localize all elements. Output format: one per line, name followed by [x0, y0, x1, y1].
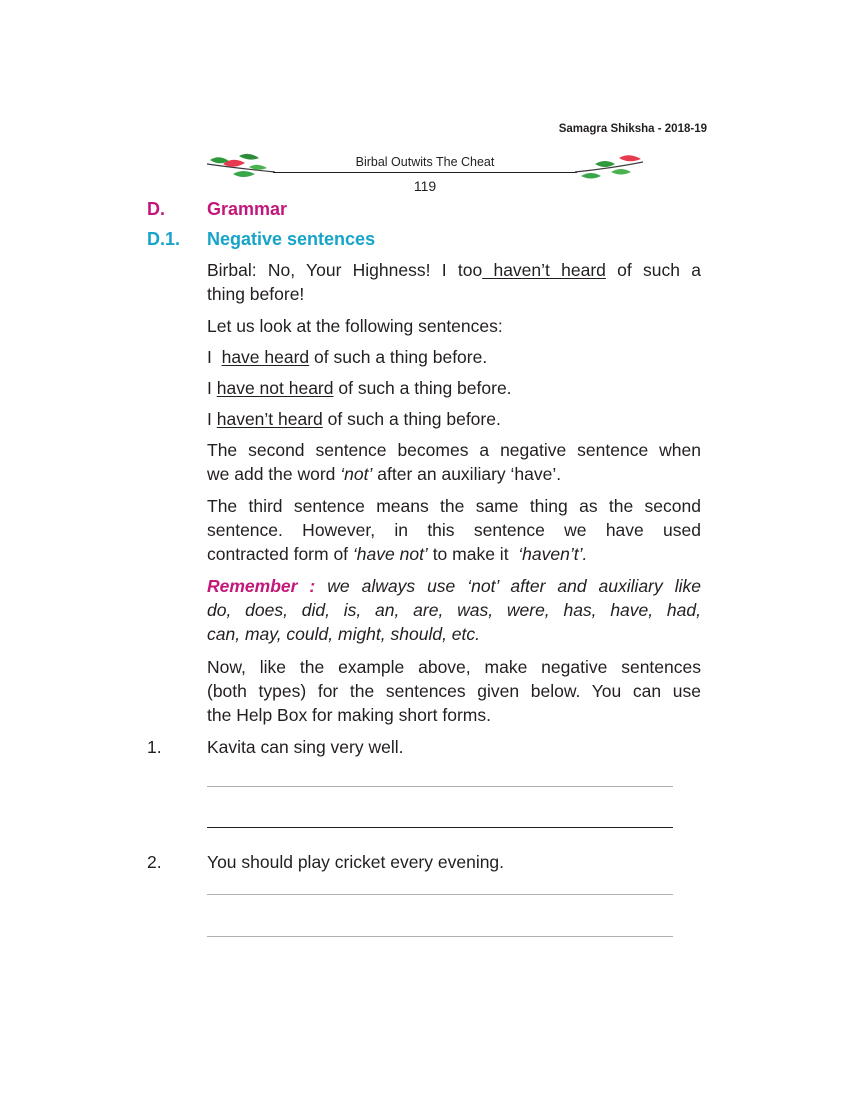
para3-italic1: ‘have not’ — [352, 544, 428, 564]
para3-l3b: to make it — [427, 544, 519, 564]
ex2-prefix: I — [207, 378, 217, 398]
instructions-line3: the Help Box for making short forms. — [207, 705, 491, 725]
subsection-heading-negative-sentences — [147, 229, 375, 250]
section-number: D. — [147, 199, 165, 219]
page-number: 119 — [413, 178, 437, 194]
remember-line2: do, does, did, is, an, are, was, were, has, have, had, — [207, 600, 701, 620]
intro-line — [207, 314, 701, 338]
para3-line1: The third sentence means the same thing as the second — [207, 496, 701, 516]
ex3-underlined: haven’t heard — [216, 409, 323, 429]
para2-l2b: after an auxiliary ‘have’. — [372, 464, 562, 484]
para2-l2a: we add the word — [207, 464, 341, 484]
ex3-suffix: of such a thing before. — [322, 409, 501, 429]
section-heading-grammar — [147, 199, 287, 220]
para3-italic2: ‘haven’t’. — [518, 544, 588, 564]
second-sentence-explanation — [207, 438, 701, 486]
answer-line-2b[interactable] — [207, 936, 673, 937]
remember-line3: can, may, could, might, should, etc. — [207, 624, 481, 644]
para2-line1: The second sentence becomes a negative sentence when — [207, 440, 701, 460]
ex1-suffix: of such a thing before. — [309, 347, 488, 367]
intro-text: Let us look at the following sentences: — [207, 316, 503, 336]
para2-italic: ‘not’ — [340, 464, 373, 484]
example-sentence-1 — [207, 345, 701, 369]
header-rule — [273, 172, 577, 173]
chapter-title: Birbal Outwits The Cheat — [355, 155, 495, 169]
question-2-text: You should play cricket every evening. — [207, 852, 505, 872]
question-1-number: 1. — [147, 737, 162, 757]
quote-underlined: haven’t heard — [482, 260, 606, 280]
instructions-line2: (both types) for the sentences given below. You can use — [207, 681, 701, 701]
subsection-number: D.1. — [147, 229, 181, 249]
quote-after: of such a — [605, 260, 701, 280]
question-2-number: 2. — [147, 852, 162, 872]
instructions-line1: Now, like the example above, make negative sentences — [207, 657, 701, 677]
remember-line1: we always use ‘not’ after and auxiliary like — [315, 576, 701, 596]
remember-label: Remember : — [207, 576, 316, 596]
example-sentence-2 — [207, 376, 701, 400]
instructions-paragraph — [207, 655, 701, 727]
answer-line-1a[interactable] — [207, 786, 673, 787]
third-sentence-explanation — [207, 494, 701, 566]
section-title: Grammar — [207, 199, 288, 219]
ex3-prefix: I — [207, 409, 217, 429]
subsection-title: Negative sentences — [207, 229, 376, 249]
quote-paragraph — [207, 258, 701, 306]
quote-line2: thing before! — [207, 284, 305, 304]
question-1-text: Kavita can sing very well. — [207, 737, 404, 757]
ex1-prefix: I — [207, 347, 222, 367]
ex2-underlined: have not heard — [216, 378, 334, 398]
header-brand: Samagra Shiksha - 2018-19 — [558, 123, 707, 135]
para3-line2: sentence. However, in this sentence we have used — [207, 520, 701, 540]
ex1-underlined: have heard — [221, 347, 310, 367]
answer-line-1b[interactable] — [207, 827, 673, 828]
answer-line-2a[interactable] — [207, 894, 673, 895]
ex2-suffix: of such a thing before. — [333, 378, 512, 398]
example-sentence-3 — [207, 407, 701, 431]
quote-before: Birbal: No, Your Highness! I too — [207, 260, 483, 280]
remember-note — [207, 574, 701, 646]
para3-l3a: contracted form of — [207, 544, 353, 564]
